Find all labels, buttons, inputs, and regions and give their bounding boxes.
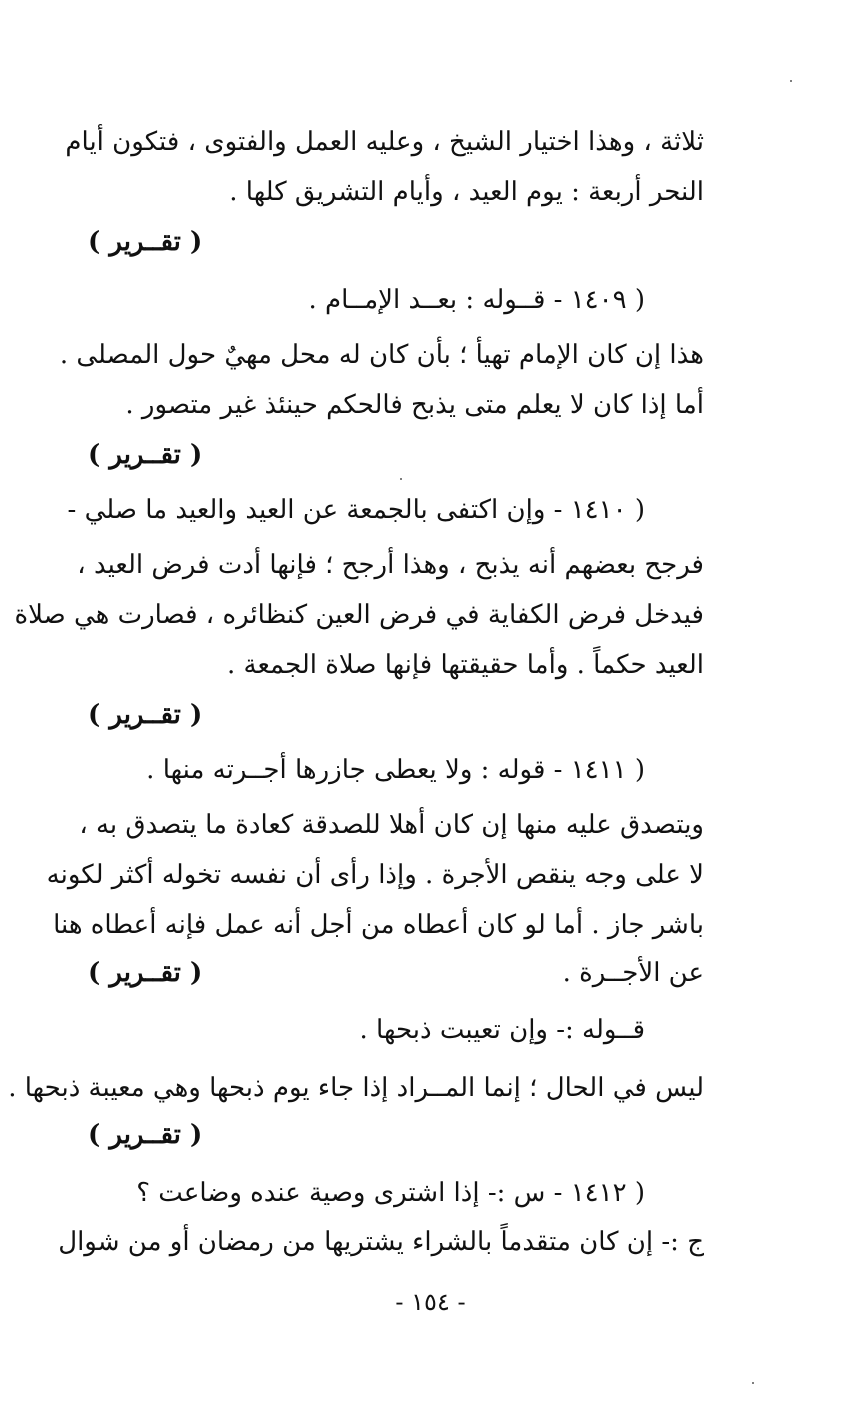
text-line: العيد حكماً . وأما حقيقتها فإنها صلاة الجمعة . xyxy=(227,650,704,680)
text-line: ويتصدق عليه منها إن كان أهلا للصدقة كعادة ما يتصدق به ، xyxy=(79,810,704,840)
text-line: ج :- إن كان متقدماً بالشراء يشتريها من رمضان أو من شوال xyxy=(58,1227,704,1257)
heading-1409: ( ١٤٠٩ - قــوله : بعــد الإمــام . xyxy=(308,285,645,315)
taqrir-label: ( تقــرير ) xyxy=(88,440,203,470)
heading-1412: ( ١٤١٢ - س :- إذا اشترى وصية عنده وضاعت ؟ xyxy=(136,1178,645,1208)
scan-speck xyxy=(752,1382,754,1384)
text-line: فيدخل فرض الكفاية في فرض العين كنظائره ، فصارت هي صلاة xyxy=(14,600,704,630)
text-line: عن الأجــرة . xyxy=(562,958,704,988)
taqrir-label: ( تقــرير ) xyxy=(88,227,203,257)
text-line: ليس في الحال ؛ إنما المــراد إذا جاء يوم ذبحها وهي معيبة ذبحها . xyxy=(8,1073,704,1103)
heading-1411: ( ١٤١١ - قوله : ولا يعطى جازرها أجــرته منها . xyxy=(146,755,645,785)
scan-speck xyxy=(790,80,792,82)
text-line: هذا إن كان الإمام تهيأ ؛ بأن كان له محل مهيٌ حول المصلى . xyxy=(59,340,704,370)
text-line: ثلاثة ، وهذا اختيار الشيخ ، وعليه العمل والفتوى ، فتكون أيام xyxy=(65,127,704,157)
text-line: باشر جاز . أما لو كان أعطاه من أجل أنه عمل فإنه أعطاه هنا xyxy=(53,910,704,940)
taqrir-label: ( تقــرير ) xyxy=(88,700,203,730)
text-line: فرجح بعضهم أنه يذبح ، وهذا أرجح ؛ فإنها أدت فرض العيد ، xyxy=(77,550,704,580)
text-line: النحر أربعة : يوم العيد ، وأيام التشريق كلها . xyxy=(229,177,704,207)
heading-qawluh: قــوله :- وإن تعيبت ذبحها . xyxy=(359,1015,645,1045)
taqrir-label: ( تقــرير ) xyxy=(88,1120,203,1150)
scan-speck xyxy=(400,478,402,480)
taqrir-label: ( تقــرير ) xyxy=(88,958,203,988)
heading-1410: ( ١٤١٠ - وإن اكتفى بالجمعة عن العيد والعيد ما صلي - xyxy=(67,495,645,525)
text-line: لا على وجه ينقص الأجرة . وإذا رأى أن نفسه تخوله أكثر لكونه xyxy=(46,860,704,890)
text-line: أما إذا كان لا يعلم متى يذبح فالحكم حينئذ غير متصور . xyxy=(125,390,704,420)
page-number: - ١٥٤ - xyxy=(395,1288,466,1316)
